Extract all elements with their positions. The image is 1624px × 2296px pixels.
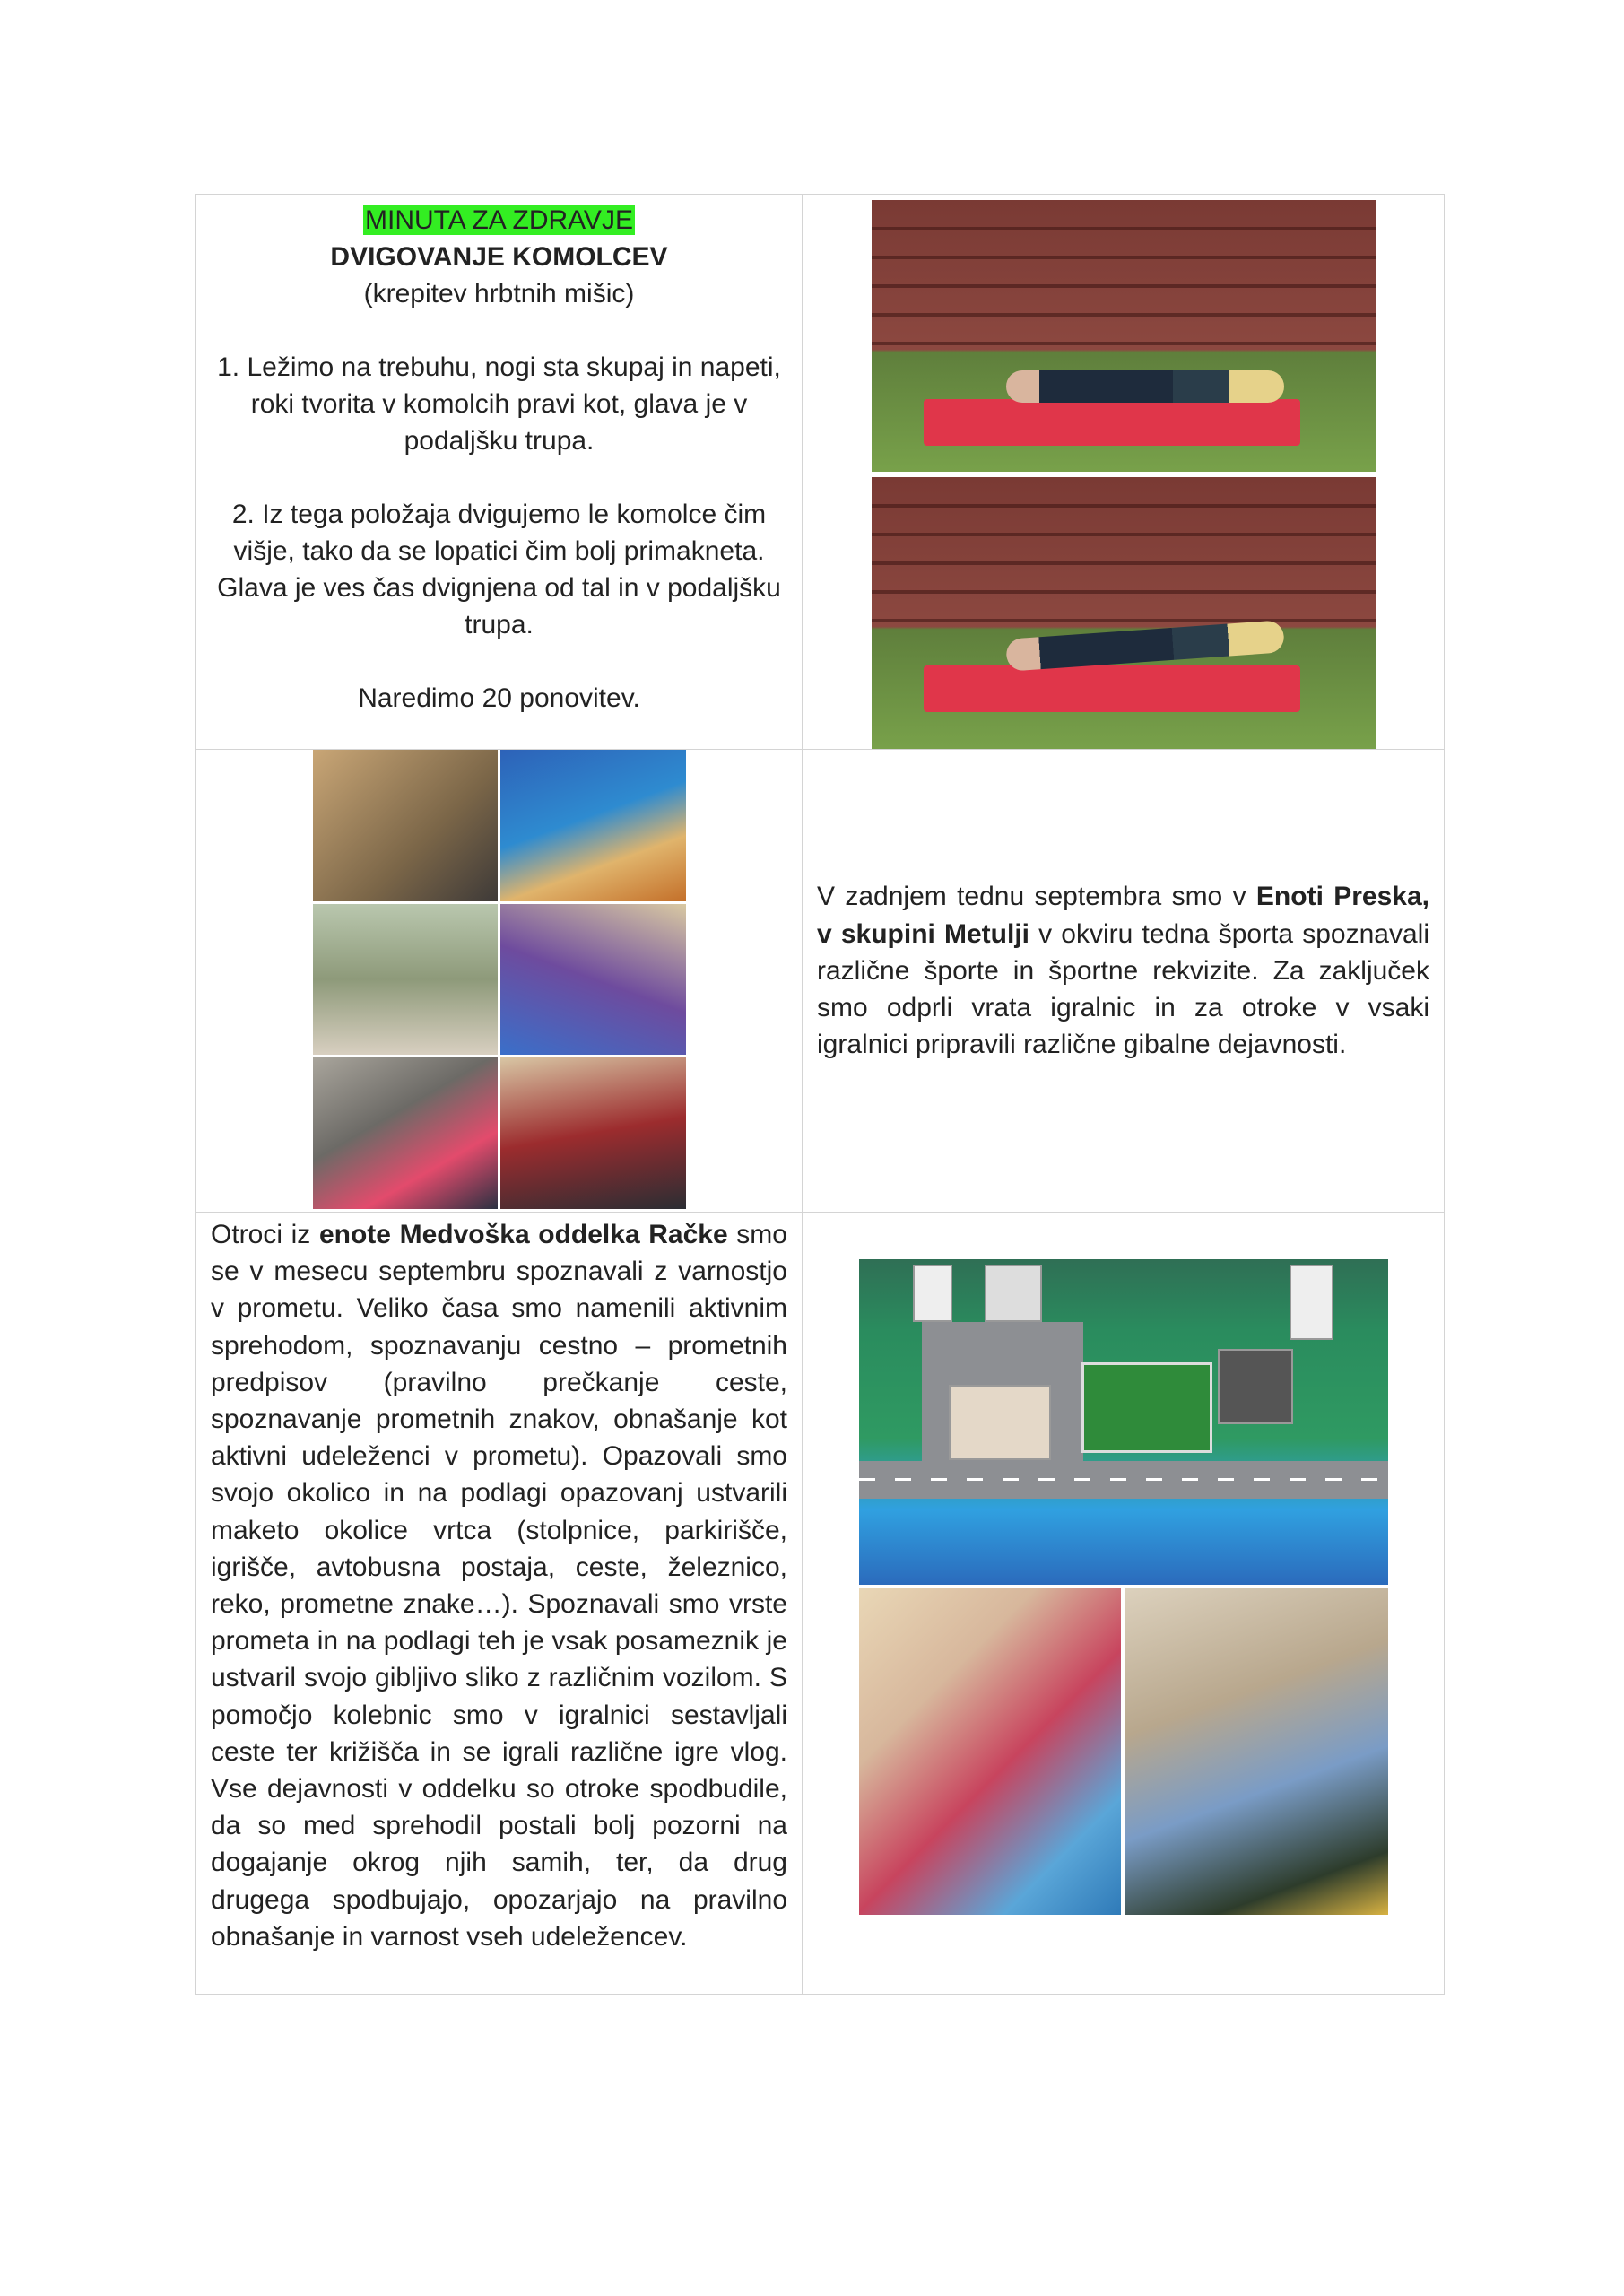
exercise-step-1: 1. Ležimo na trebuhu, nogi sta skupaj in napeti, roki tvorita v komolcih pravi kot, glava je v podaljšku trupa. — [217, 352, 781, 456]
sports-week-collage — [313, 750, 686, 1209]
collage-photo — [500, 750, 686, 901]
sports-week-paragraph: V zadnjem tednu septembra smo v Enoti Preska, v skupini Metulji v okviru tedna športa spoznavali različne športe in športne rekvizite. Za zaključek smo odprli vrata igralnic in za otroke v vsaki igralnici pripravili različne gibalne dejavnosti. — [817, 882, 1430, 1060]
exercise-step-2: 2. Iz tega položaja dvigujemo le komolce čim višje, tako da se lopatici čim bolj primakneta. Glava je ves čas dvignjena od tal in v podaljšku trupa. — [217, 500, 781, 639]
traffic-photo-cell — [803, 1213, 1445, 1995]
collage-photo — [313, 1057, 499, 1209]
exercise-title: DVIGOVANJE KOMOLCEV — [330, 242, 668, 272]
exercise-photo-start — [872, 200, 1376, 472]
exercise-text-cell — [196, 195, 803, 750]
kindergarten-model-photo — [859, 1259, 1388, 1585]
content-table — [195, 194, 1445, 1995]
collage-photo — [313, 904, 499, 1056]
traffic-safety-paragraph: Otroci iz enote Medvoška oddelka Račke smo se v mesecu septembru spoznavali z varnostjo v prometu. Veliko časa smo namenili aktivnim sprehodom, spoznavanju cestno – prometnih predpisov (pravilno prečkanje ceste, spoznavanje prometnih znakov, obnašanje kot aktivni udeleženci v prometu). Opazovali smo svojo okolico in na podlagi opazovanj ustvarili maketo okolice vrtca (stolpnice, parkirišče, igrišče, avtobusna postaja, ceste, železnico, reko, prometne znake…). Spoznavali smo vrste prometa in na podlagi teh je vsak posameznik je ustvaril svojo gibljivo sliko z različnim vozilom. S pomočjo kolebnic smo v igralnici sestavljali ceste ter križišča in se igrali različne igre vlog. Vse dejavnosti v oddelku so otroke spodbudile, da so med sprehodil postali bolj pozorni na dogajanje okrog njih samih, ter, da drug drugega spodbujajo, opozarjajo na pravilno obnašanje in varnost vseh udeležencev. — [211, 1220, 787, 1952]
children-drawing-photo — [1125, 1588, 1388, 1915]
highlighted-heading: MINUTA ZA ZDRAVJE — [365, 205, 633, 235]
collage-photo — [313, 750, 499, 901]
exercise-photo-raised — [872, 477, 1376, 749]
children-drawings-photo — [859, 1588, 1121, 1915]
collage-photo — [500, 1057, 686, 1209]
sports-week-text-cell — [803, 750, 1445, 1213]
traffic-text-cell — [196, 1213, 803, 1995]
collage-photo — [500, 904, 686, 1056]
exercise-subtitle: (krepitev hrbtnih mišic) — [363, 279, 635, 309]
exercise-repetitions: Naredimo 20 ponovitev. — [358, 683, 640, 713]
exercise-photo-cell — [803, 195, 1445, 750]
sports-collage-cell — [196, 750, 803, 1213]
